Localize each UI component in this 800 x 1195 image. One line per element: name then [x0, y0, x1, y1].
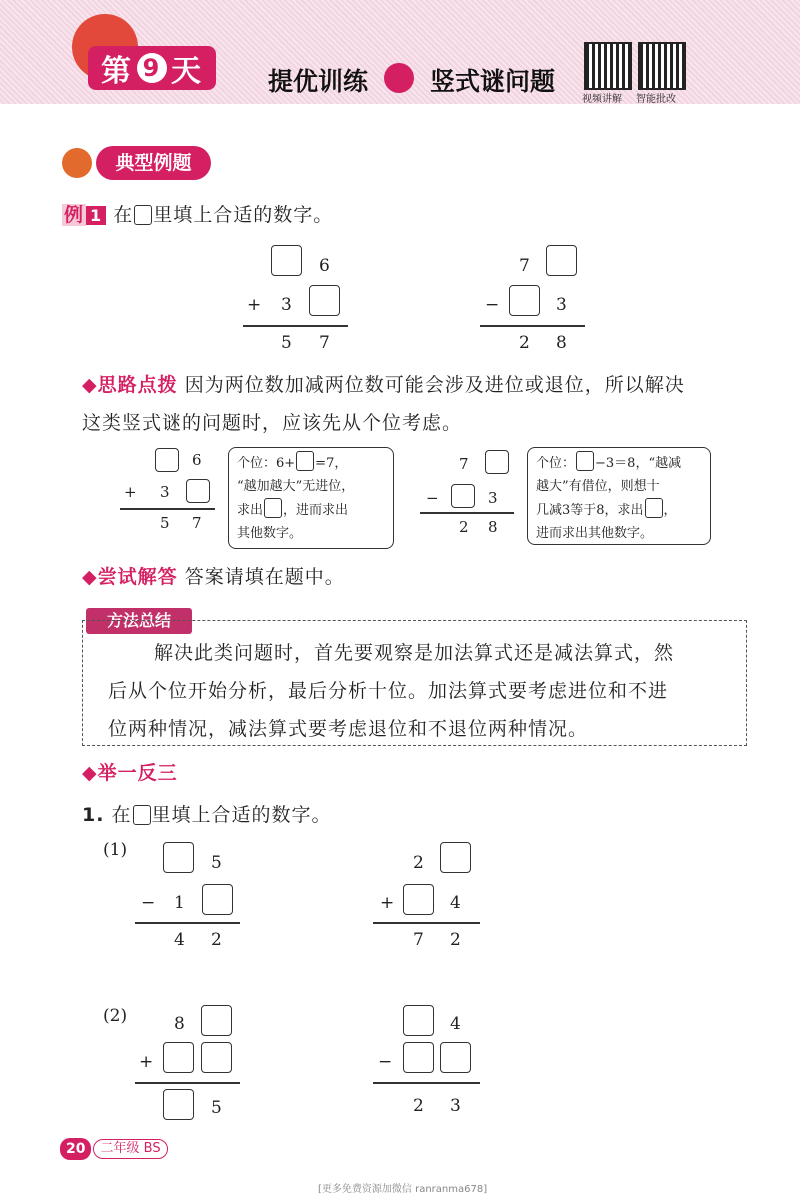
blank-box-icon	[134, 205, 152, 225]
operator: +	[380, 893, 395, 913]
try-heading: 尝试解答	[97, 566, 178, 588]
blank-box-icon	[133, 805, 151, 825]
method-line-1: 解决此类问题时，首先要观察是加法算式还是减法算式，然	[154, 642, 675, 664]
answer-box[interactable]	[201, 1042, 232, 1073]
qr-code-video-icon[interactable]	[584, 42, 632, 90]
example-number: 1	[86, 206, 106, 225]
digit: 4	[450, 1014, 461, 1034]
operator: −	[426, 489, 439, 507]
digit: 7	[413, 930, 424, 950]
bubble-text: “越加越大”无进位，	[237, 479, 355, 494]
section-example-label: 典型例题	[96, 146, 211, 180]
answer-box	[451, 484, 475, 508]
digit: 2	[413, 853, 424, 873]
hint-bubble-subtraction: 个位： −3＝8，“越减 越大”有借位，则想十 几减3等于8，求出 ， 进而求出其他数字。	[527, 447, 711, 545]
edition-text: BS	[143, 1141, 161, 1156]
digit: 5	[160, 514, 170, 532]
hint-bubble-addition	[228, 447, 394, 549]
answer-box[interactable]	[163, 1042, 194, 1073]
day-prefix: 第	[101, 54, 133, 89]
digit: 5	[281, 333, 292, 353]
digit: 2	[211, 930, 222, 950]
answer-box[interactable]	[202, 884, 233, 915]
digit: 1	[174, 893, 185, 913]
bubble-text: 求出	[237, 503, 264, 518]
digit: 5	[211, 1098, 222, 1118]
bubble-text: 其他数字。	[237, 526, 303, 541]
hint-heading: 思路点拨	[97, 374, 178, 396]
digit: 3	[556, 295, 567, 315]
answer-box[interactable]	[440, 842, 471, 873]
digit: 6	[192, 451, 202, 469]
question-prefix: 在	[113, 204, 134, 226]
answer-box[interactable]	[271, 245, 302, 276]
example-question	[62, 200, 333, 227]
practice-bullet-icon: ◆	[82, 762, 98, 784]
digit: 5	[211, 853, 222, 873]
digit: 8	[488, 518, 498, 536]
operator: −	[485, 295, 500, 315]
hint-line-1: 因为两位数加减两位数可能会涉及进位或退位，所以解决	[184, 374, 685, 396]
example-tag: 例	[64, 204, 85, 226]
hint-line-2: 这类竖式谜的问题时，应该先从个位考虑。	[82, 412, 463, 434]
owl-icon	[62, 148, 92, 178]
answer-box[interactable]	[403, 884, 434, 915]
question-suffix: 里填上合适的数字。	[153, 204, 334, 226]
difference-line	[420, 512, 514, 514]
title-left: 提优训练	[268, 67, 369, 96]
answer-box	[155, 448, 179, 472]
digit: 3	[450, 1096, 461, 1116]
digit: 8	[556, 333, 567, 353]
hint-paragraph	[82, 366, 762, 442]
blank-box-icon	[296, 451, 314, 471]
bubble-text: 个位：	[536, 456, 576, 471]
qr-code-grading-icon[interactable]	[638, 42, 686, 90]
answer-box[interactable]	[163, 1089, 194, 1120]
digit: 7	[519, 256, 530, 276]
method-line-3: 位两种情况，减法算式要考虑退位和不退位两种情况。	[108, 718, 589, 740]
footer-note: [更多免费资源加微信 ranranma678]	[318, 1184, 488, 1195]
sum-line	[135, 1082, 240, 1084]
digit: 4	[174, 930, 185, 950]
question-number: 1.	[82, 804, 105, 826]
method-text	[108, 634, 738, 748]
digit: 4	[450, 893, 461, 913]
answer-box[interactable]	[509, 285, 540, 316]
method-label: 方法总结	[86, 608, 192, 634]
digit: 2	[519, 333, 530, 353]
grade-text: 二年级	[100, 1141, 140, 1156]
digit: 8	[174, 1014, 185, 1034]
try-answer	[82, 562, 345, 589]
answer-box[interactable]	[403, 1042, 434, 1073]
answer-box[interactable]	[309, 285, 340, 316]
blank-box-icon	[264, 498, 282, 518]
sum-line	[373, 922, 480, 924]
qr-label-video: 视频讲解	[582, 94, 622, 105]
operator: +	[124, 483, 137, 501]
title-divider-icon	[384, 63, 414, 93]
digit: 3	[488, 489, 498, 507]
operator: +	[247, 295, 262, 315]
sum-line	[120, 508, 215, 510]
try-bullet-icon: ◆	[82, 566, 98, 588]
digit: 3	[160, 483, 170, 501]
answer-box[interactable]	[163, 842, 194, 873]
operator: +	[139, 1052, 154, 1072]
title-right: 竖式谜问题	[430, 67, 556, 96]
part-label-2: (2)	[103, 1006, 128, 1026]
answer-box	[485, 450, 509, 474]
practice-question	[82, 800, 332, 827]
day-suffix: 天	[171, 54, 203, 89]
bubble-text: 个位：6+	[237, 456, 296, 471]
digit: 6	[319, 256, 330, 276]
page-number: 20	[60, 1138, 91, 1160]
bubble-text: 进而求出其他数字。	[536, 526, 654, 541]
try-text: 答案请填在题中。	[184, 566, 345, 588]
hint-bullet-icon: ◆	[82, 374, 98, 396]
question-prefix: 在	[111, 804, 132, 826]
digit: 7	[459, 455, 469, 473]
answer-box[interactable]	[201, 1005, 232, 1036]
bubble-text: 几减3等于8，求出	[536, 503, 644, 518]
footer-page-badge	[60, 1138, 168, 1160]
digit: 3	[281, 295, 292, 315]
day-badge	[88, 46, 216, 90]
answer-box	[186, 479, 210, 503]
bubble-text: ，进而求出	[283, 503, 349, 518]
blank-box-icon	[645, 498, 663, 518]
difference-line	[135, 922, 240, 924]
digit: 7	[319, 333, 330, 353]
practice-heading-row	[82, 758, 178, 785]
digit: 2	[413, 1096, 424, 1116]
method-line-2: 后从个位开始分析，最后分析十位。加法算式要考虑进位和不进	[108, 680, 669, 702]
bubble-text: 越大”有借位，则想十	[536, 479, 660, 494]
difference-line	[373, 1082, 480, 1084]
digit: 2	[459, 518, 469, 536]
difference-line	[480, 325, 585, 327]
sum-line	[243, 325, 348, 327]
qr-label-grading: 智能批改	[636, 94, 676, 105]
part-label-1: (1)	[103, 840, 128, 860]
blank-box-icon	[576, 451, 594, 471]
digit: 2	[450, 930, 461, 950]
answer-box[interactable]	[403, 1005, 434, 1036]
day-number: 9	[137, 53, 167, 83]
question-suffix: 里填上合适的数字。	[151, 804, 332, 826]
answer-box[interactable]	[440, 1042, 471, 1073]
operator: −	[141, 893, 156, 913]
bubble-text: −3＝8，“越减	[595, 456, 682, 471]
answer-box[interactable]	[546, 245, 577, 276]
practice-heading: 举一反三	[97, 762, 178, 784]
grade-label	[93, 1139, 167, 1159]
digit: 7	[192, 514, 202, 532]
operator: −	[378, 1052, 393, 1072]
bubble-text: =7，	[315, 456, 348, 471]
